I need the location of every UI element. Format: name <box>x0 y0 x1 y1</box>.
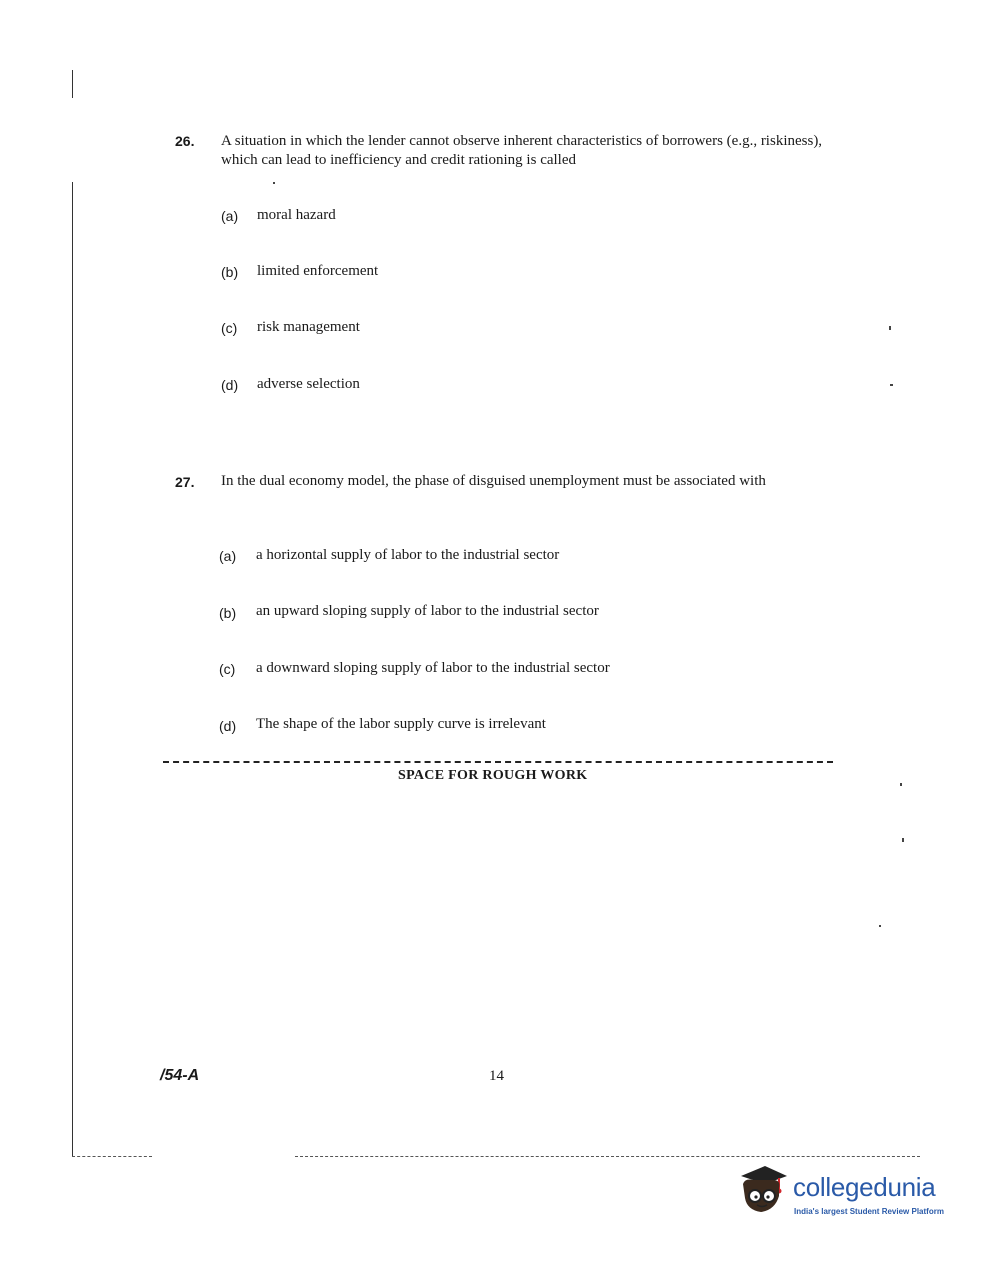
scan-margin-line <box>72 182 73 1157</box>
option-label: (a) <box>221 208 239 224</box>
bottom-scan-line <box>295 1156 920 1157</box>
scan-margin-line-top <box>72 70 73 98</box>
option-text: The shape of the labor supply curve is irrelevant <box>256 716 546 732</box>
student-mascot-icon <box>735 1162 791 1222</box>
option-text: a downward sloping supply of labor to the industrial sector <box>256 660 610 676</box>
option-text: an upward sloping supply of labor to the industrial sector <box>256 603 599 619</box>
option-label: (d) <box>219 718 237 734</box>
option-text: a horizontal supply of labor to the industrial sector <box>256 547 560 563</box>
option-label: (b) <box>219 605 237 621</box>
question-number: 27. <box>175 474 195 490</box>
scan-speck <box>890 384 893 386</box>
option-label: (a) <box>219 548 237 564</box>
option-text: adverse selection <box>257 376 360 392</box>
question-text: In the dual economy model, the phase of disguised unemployment must be associated with <box>221 473 766 489</box>
scan-speck <box>902 838 904 842</box>
brand-name: collegedunia <box>793 1172 936 1202</box>
question-number: 26. <box>175 133 195 149</box>
option-label: (c) <box>221 320 238 336</box>
scan-speck <box>889 326 891 330</box>
question-text: A situation in which the lender cannot observe inherent characteristics of borrowers (e.g., riskiness), which can lead to inefficiency and credit rationing is called <box>221 133 823 168</box>
rough-work-divider <box>163 761 833 763</box>
option-text: moral hazard <box>257 207 336 223</box>
scan-speck <box>900 783 902 786</box>
scan-speck <box>273 182 275 184</box>
option-label: (d) <box>221 377 239 393</box>
option-text: limited enforcement <box>257 263 379 279</box>
rough-work-title: SPACE FOR ROUGH WORK <box>398 768 588 783</box>
page-number: 14 <box>489 1068 504 1084</box>
option-label: (c) <box>219 661 236 677</box>
scan-speck <box>879 925 881 927</box>
paper-code: /54-A <box>160 1067 200 1084</box>
brand-tagline: India's largest Student Review Platform <box>794 1207 944 1216</box>
option-text: risk management <box>257 319 360 335</box>
option-label: (b) <box>221 264 239 280</box>
bottom-scan-line-left <box>72 1156 152 1157</box>
watermark-logo <box>735 1162 965 1226</box>
